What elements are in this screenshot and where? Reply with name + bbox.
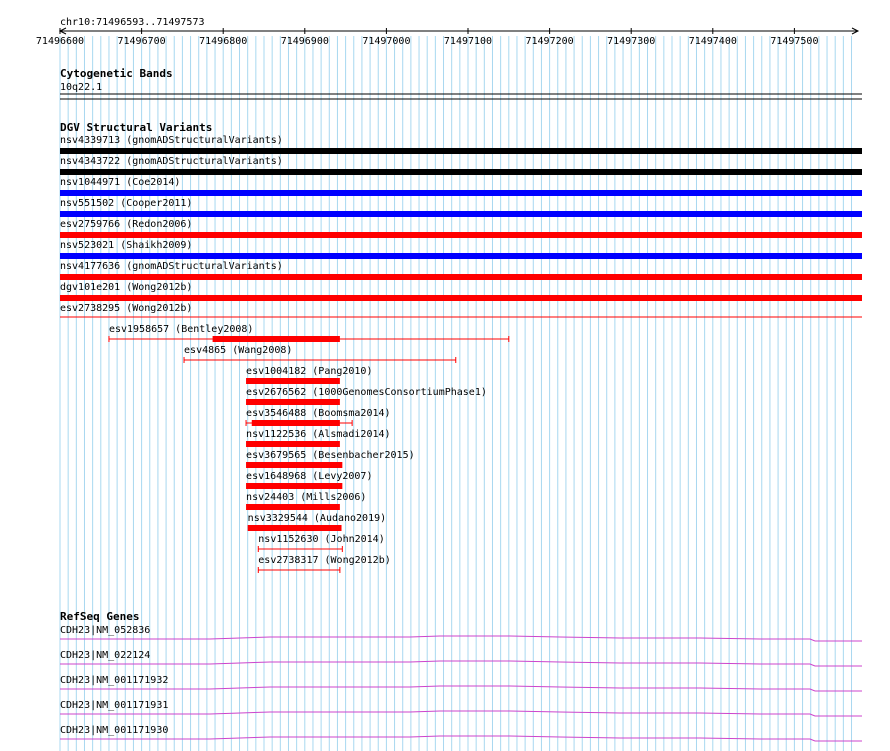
variant-bar[interactable] xyxy=(248,525,342,531)
ruler-tick-label: 71497300 xyxy=(607,36,656,47)
variant-label: esv1648968 (Levy2007) xyxy=(246,471,373,482)
ruler-tick-label: 71497100 xyxy=(443,36,493,47)
variant-bar[interactable] xyxy=(60,232,862,238)
gene-label: CDH23|NM_052836 xyxy=(60,625,151,636)
ruler-tick-label: 71496900 xyxy=(280,36,329,47)
variant-label: esv3679565 (Besenbacher2015) xyxy=(246,450,415,461)
variant-label: nsv1044971 (Coe2014) xyxy=(60,177,181,188)
variant-bar[interactable] xyxy=(246,504,340,510)
ruler-tick-label: 71496600 xyxy=(35,36,85,47)
gene-label: CDH23|NM_022124 xyxy=(60,650,151,661)
variant-bar[interactable] xyxy=(246,441,340,447)
gene-intron-line[interactable] xyxy=(60,736,862,741)
variant-label: esv4865 (Wang2008) xyxy=(184,345,293,356)
refseq-track-title: RefSeq Genes xyxy=(60,610,140,623)
variant-label: nsv24403 (Mills2006) xyxy=(246,492,367,503)
variant-label: dgv101e201 (Wong2012b) xyxy=(60,282,193,293)
variant-label: esv2676562 (1000GenomesConsortiumPhase1) xyxy=(246,387,487,398)
cytoband-label: 10q22.1 xyxy=(60,82,103,93)
variant-bar[interactable] xyxy=(60,274,862,280)
gene-intron-line[interactable] xyxy=(60,661,862,666)
ruler-tick-label: 71497000 xyxy=(362,36,411,47)
refseq-track[interactable] xyxy=(60,610,862,741)
variant-bar[interactable] xyxy=(60,295,862,301)
gene-intron-line[interactable] xyxy=(60,686,862,691)
variant-label: esv1958657 (Bentley2008) xyxy=(108,324,254,335)
variant-bar[interactable] xyxy=(246,462,342,468)
variant-label: esv3546488 (Boomsma2014) xyxy=(246,408,391,419)
variant-label: nsv4177636 (gnomADStructuralVariants) xyxy=(60,261,283,272)
variant-label: esv2759766 (Redon2006) xyxy=(60,219,193,230)
gene-label: CDH23|NM_001171931 xyxy=(60,700,169,711)
variant-bar[interactable] xyxy=(60,253,862,259)
variant-label: nsv4339713 (gnomADStructuralVariants) xyxy=(60,135,283,146)
variant-thick-segment[interactable] xyxy=(213,336,340,342)
gene-label: CDH23|NM_001171930 xyxy=(60,725,169,736)
dgv-full-span-features xyxy=(60,135,862,317)
ruler xyxy=(36,17,858,47)
dgv-track[interactable] xyxy=(60,121,862,573)
variant-label: nsv4343722 (gnomADStructuralVariants) xyxy=(60,156,283,167)
ruler-tick-label: 71497500 xyxy=(770,36,819,47)
variant-label: nsv1152630 (John2014) xyxy=(258,534,385,545)
variant-bar[interactable] xyxy=(60,190,862,196)
region-label: chr10:71496593..71497573 xyxy=(60,17,205,28)
variant-bar[interactable] xyxy=(246,483,342,489)
refseq-gene-list xyxy=(60,625,862,741)
variant-label: esv2738295 (Wong2012b) xyxy=(60,303,193,314)
cytoband-track-title: Cytogenetic Bands xyxy=(60,67,173,80)
variant-label: nsv551502 (Cooper2011) xyxy=(60,198,193,209)
variant-label: esv1004182 (Pang2010) xyxy=(246,366,373,377)
gene-intron-line[interactable] xyxy=(60,636,862,641)
ruler-tick-label: 71497400 xyxy=(688,36,737,47)
variant-bar[interactable] xyxy=(60,211,862,217)
variant-bar[interactable] xyxy=(246,378,340,384)
dgv-partial-features xyxy=(109,324,509,573)
ruler-tick-label: 71497200 xyxy=(525,36,574,47)
variant-label: nsv1122536 (Alsmadi2014) xyxy=(246,429,391,440)
cytoband-track[interactable] xyxy=(60,67,862,99)
variant-bar[interactable] xyxy=(246,399,340,405)
variant-label: nsv523021 (Shaikh2009) xyxy=(60,240,193,251)
variant-label: esv2738317 (Wong2012b) xyxy=(258,555,391,566)
variant-label: nsv3329544 (Audano2019) xyxy=(247,513,387,524)
variant-bar[interactable] xyxy=(60,148,862,154)
gene-label: CDH23|NM_001171932 xyxy=(60,675,169,686)
ruler-tick-label: 71496700 xyxy=(117,36,166,47)
dgv-track-title: DGV Structural Variants xyxy=(60,121,213,134)
gene-intron-line[interactable] xyxy=(60,711,862,716)
ruler-tick-label: 71496800 xyxy=(199,36,248,47)
variant-bar[interactable] xyxy=(60,169,862,175)
variant-thick-segment[interactable] xyxy=(252,420,340,426)
